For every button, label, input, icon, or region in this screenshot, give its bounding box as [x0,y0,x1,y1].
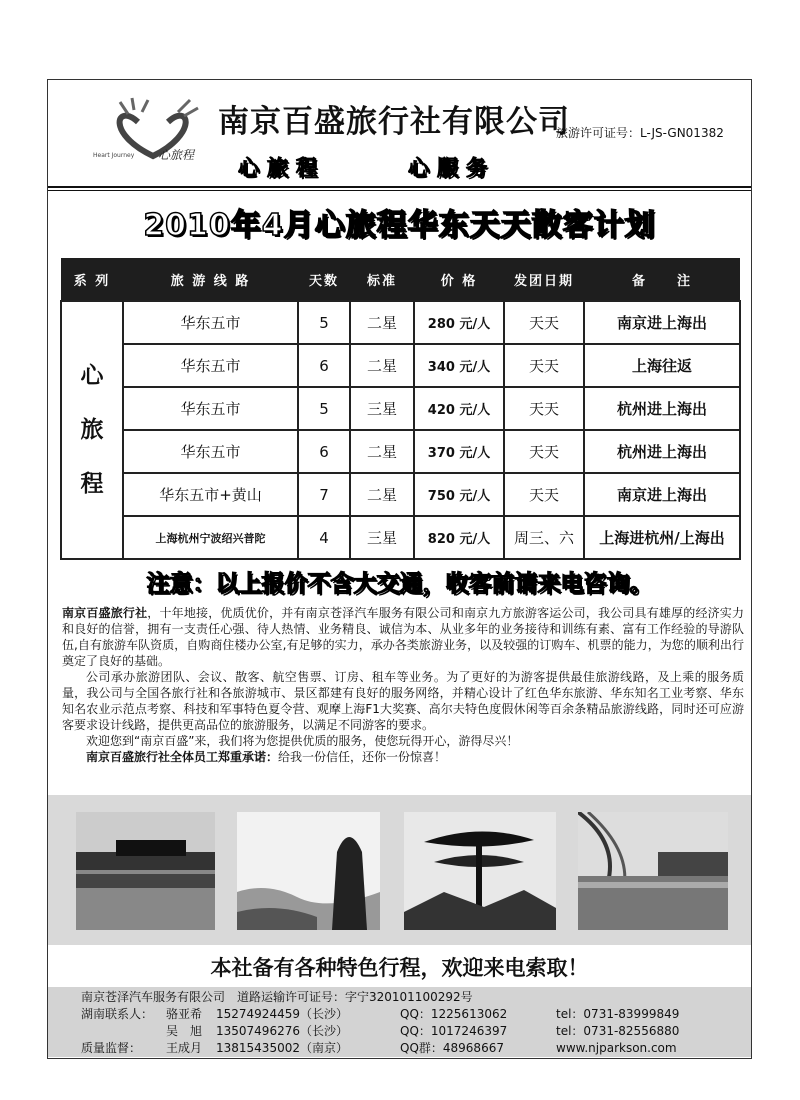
days-cell: 4 [298,516,350,559]
note-cell: 南京进上海出 [584,301,740,344]
route-cell: 华东五市 [123,387,298,430]
table-row [61,301,740,344]
standard-cell: 二星 [350,473,414,516]
promise-text: 给我一份信任，还你一份惊喜！ [278,750,447,764]
col-header-days: 天数 [298,258,350,301]
standard-cell: 二星 [350,344,414,387]
contact-tel: tel：0731-82556880 [556,1024,680,1038]
slogan-heart-service: 心服务 [408,156,495,180]
date-cell: 天天 [504,430,584,473]
price-cell: 370 元/人 [414,430,504,473]
standard-cell: 二星 [350,430,414,473]
col-header-note: 备 注 [584,258,740,301]
contact-name: 骆亚希 [166,1007,203,1021]
date-cell: 周三、六 [504,516,584,559]
series-label-cell [61,301,123,559]
table-row [61,430,740,473]
contact-phone: 15274924459（长沙） [216,1007,348,1021]
footer-company-line: 南京苍泽汽车服务有限公司 道路运输许可证号：字宁320101100292号 [81,990,473,1004]
table-row [61,344,740,387]
intro-text-1: ，十年地接，优质优价，并有南京苍泽汽车服务有限公司和南京九方旅游客运公司，我公司具有雄厚的经济实力和良好的信誉，拥有一支责任心强、待人热情、业务精良、诚信为本、从业多年的业务接待和训练有素、富有工作经验的导游队伍,自有旅游车队资质，自购商住楼办公室,有足够的实力，承办各类旅游业务，以及较强的订购车、机票的能力，为您的顺利出行奠定了良好的基础。 [62,606,744,668]
series-char: 心 [80,363,104,389]
col-header-series: 系 列 [61,258,123,301]
company-name-inline: 南京百盛旅行社 [62,606,148,620]
contact-name: 王成月 [166,1041,203,1055]
note-cell: 上海往返 [584,344,740,387]
table-header-row [61,258,740,301]
contact-qq-group: QQ群：48968667 [400,1041,504,1055]
price-notice: 注意：以上报价不含大交通，收客前请来电咨询。 [146,571,653,597]
price-cell: 820 元/人 [414,516,504,559]
table-row [61,473,740,516]
days-cell: 5 [298,301,350,344]
standard-cell: 二星 [350,301,414,344]
contact-phone: 13507496276（长沙） [216,1024,348,1038]
waterside-village-photo [578,812,728,930]
col-header-route: 旅 游 线 路 [123,258,298,301]
intro-paragraph-1 [62,605,744,669]
license-number: 旅游许可证号：L-JS-GN01382 [556,126,724,140]
contact-qq: QQ：1225613062 [400,1007,508,1021]
date-cell: 天天 [504,473,584,516]
date-cell: 天天 [504,387,584,430]
intro-paragraph-4 [62,749,744,765]
lake-pavilion-photo [76,812,215,930]
note-cell: 南京进上海出 [584,473,740,516]
price-cell: 280 元/人 [414,301,504,344]
standard-cell: 三星 [350,516,414,559]
website-link[interactable]: www.njparkson.com [556,1041,677,1055]
days-cell: 6 [298,430,350,473]
contact-phone: 13815435002（南京） [216,1041,348,1055]
company-name: 南京百盛旅行社有限公司 [218,104,570,140]
contact-name: 吴 旭 [166,1024,203,1038]
note-cell: 杭州进上海出 [584,430,740,473]
plan-title-banner: 2010年4月心旅程华东天天散客计划 [143,208,656,243]
col-header-price: 价 格 [414,258,504,301]
note-cell: 杭州进上海出 [584,387,740,430]
col-header-date: 发团日期 [504,258,584,301]
table-row [61,516,740,559]
logo-caption: 心旅程 [158,148,195,162]
slogan-heart-journey: 心旅程 [238,156,325,180]
mountain-rock-photo [237,812,380,930]
route-cell: 华东五市 [123,301,298,344]
header [48,80,751,192]
route-cell: 华东五市 [123,344,298,387]
table-row [61,387,740,430]
contact-role: 湖南联系人： [81,1007,154,1021]
note-cell: 上海进杭州/上海出 [584,516,740,559]
route-cell: 上海杭州宁波绍兴普陀 [123,516,298,559]
days-cell: 6 [298,344,350,387]
route-cell: 华东五市+黄山 [123,473,298,516]
tour-schedule-table [60,258,741,560]
route-cell: 华东五市 [123,430,298,473]
price-cell: 750 元/人 [414,473,504,516]
date-cell: 天天 [504,344,584,387]
series-char: 旅 [80,417,104,443]
price-cell: 420 元/人 [414,387,504,430]
promise-label: 南京百盛旅行社全体员工郑重承诺： [86,750,279,764]
contact-footer [48,987,751,1057]
header-divider-thin [48,190,751,191]
intro-paragraph-3: 欢迎您到“南京百盛”来，我们将为您提供优质的服务，使您玩得开心，游得尽兴！ [86,734,519,748]
pine-tree-photo [404,812,556,930]
standard-cell: 三星 [350,387,414,430]
price-cell: 340 元/人 [414,344,504,387]
contact-role: 质量监督： [81,1041,142,1055]
contact-tel: tel：0731-83999849 [556,1007,680,1021]
company-introduction [62,605,744,765]
contact-qq: QQ：1017246397 [400,1024,508,1038]
call-to-action: 本社备有各种特色行程，欢迎来电索取！ [210,955,589,980]
intro-paragraph-2: 公司承办旅游团队、会议、散客、航空售票、订房、租车等业务。为了更好的为游客提供最佳旅游线路，及上乘的服务质量，我公司与全国各旅行社和各旅游城市、景区都建有良好的服务网络，并精心设计了红色华东旅游、华东知名工业考察、华东知名农业示范点考察、科技和军事特色夏令营、观摩上海F1大奖赛、高尔夫特色度假休闲等百余条精品旅游线路，同时还可应游客要求设计线路，提供更高品位的旅游服务，以满足不同游客的要求。 [62,670,744,732]
col-header-standard: 标准 [350,258,414,301]
days-cell: 7 [298,473,350,516]
series-char: 程 [80,471,104,497]
header-divider [48,186,751,188]
date-cell: 天天 [504,301,584,344]
days-cell: 5 [298,387,350,430]
logo-subtitle: Heart Journey [93,152,135,159]
